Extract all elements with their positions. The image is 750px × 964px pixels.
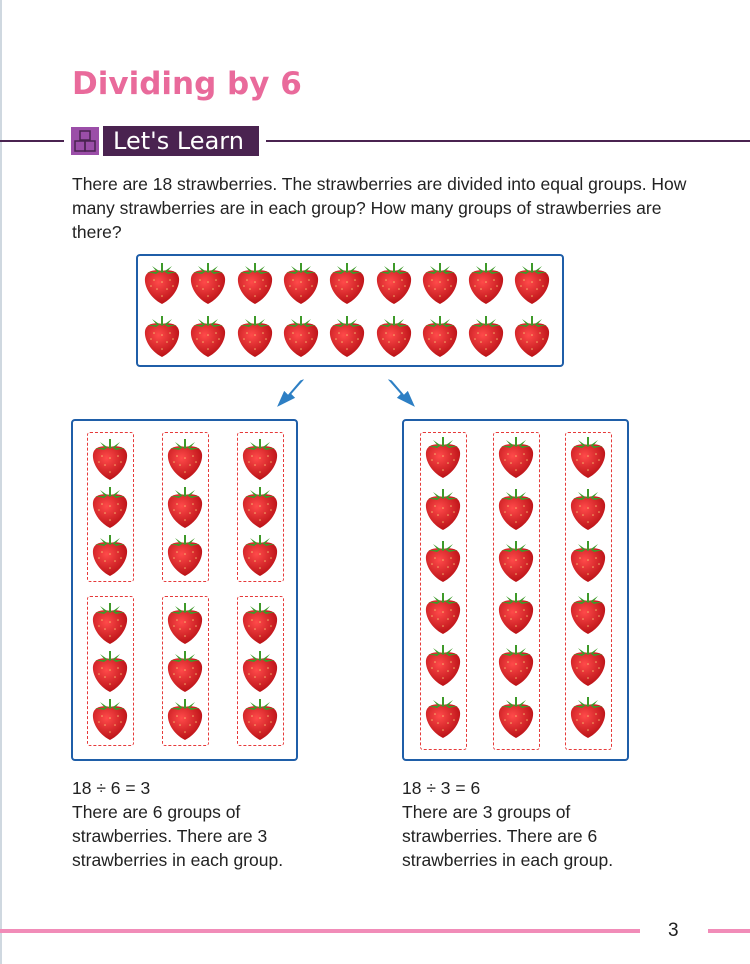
strawberry-image xyxy=(90,600,130,646)
strawberry-image xyxy=(512,313,552,359)
strawberry-image xyxy=(374,313,414,359)
strawberry-image xyxy=(496,642,536,688)
strawberry-image xyxy=(568,486,608,532)
page-edge xyxy=(0,0,2,964)
strawberry-image xyxy=(568,434,608,480)
strawberry-image xyxy=(496,694,536,740)
strawberry-image xyxy=(165,484,205,530)
strawberry-image xyxy=(142,313,182,359)
arrow-down-left-icon xyxy=(272,376,312,412)
strawberry-image xyxy=(423,694,463,740)
strawberry-image xyxy=(90,648,130,694)
strawberry-image xyxy=(423,538,463,584)
strawberry-image xyxy=(466,313,506,359)
left-explanation: There are 6 groups of strawberries. There are 3 strawberries in each group. xyxy=(72,802,284,870)
strawberry-image xyxy=(496,486,536,532)
strawberry-image xyxy=(423,642,463,688)
footer-rule-left xyxy=(0,929,640,933)
section-banner: Let's Learn xyxy=(103,126,259,156)
strawberry-image xyxy=(568,538,608,584)
strawberry-image xyxy=(165,696,205,742)
divider-right xyxy=(266,140,750,142)
strawberry-image xyxy=(188,313,228,359)
strawberry-image xyxy=(512,260,552,306)
strawberry-image xyxy=(165,600,205,646)
right-explanation: There are 3 groups of strawberries. There are 6 strawberries in each group. xyxy=(402,802,614,870)
abc-blocks-icon xyxy=(71,127,99,155)
intro-text: There are 18 strawberries. The strawberries are divided into equal groups. How many strawberries are in each group? How many groups of strawberries are there? xyxy=(72,174,687,242)
strawberry-image xyxy=(188,260,228,306)
strawberry-image xyxy=(374,260,414,306)
strawberry-image xyxy=(90,532,130,578)
strawberry-image xyxy=(496,590,536,636)
strawberry-image xyxy=(327,313,367,359)
strawberry-image xyxy=(240,484,280,530)
arrow-down-right-icon xyxy=(380,376,420,412)
strawberry-image xyxy=(90,436,130,482)
strawberry-image xyxy=(240,436,280,482)
strawberry-image xyxy=(496,538,536,584)
divider-left xyxy=(0,140,64,142)
page-title: Dividing by 6 xyxy=(72,66,302,102)
page-number: 3 xyxy=(668,920,679,941)
strawberry-image xyxy=(281,260,321,306)
strawberry-image xyxy=(165,436,205,482)
strawberry-image xyxy=(496,434,536,480)
strawberry-image xyxy=(568,642,608,688)
strawberry-image xyxy=(240,532,280,578)
strawberry-image xyxy=(281,313,321,359)
strawberry-image xyxy=(327,260,367,306)
strawberry-image xyxy=(165,532,205,578)
strawberry-image xyxy=(423,434,463,480)
left-equation: 18 ÷ 6 = 3 xyxy=(72,778,151,798)
strawberry-image xyxy=(423,486,463,532)
strawberry-image xyxy=(568,590,608,636)
strawberry-image xyxy=(90,484,130,530)
strawberry-image xyxy=(423,590,463,636)
strawberry-image xyxy=(165,648,205,694)
strawberry-image xyxy=(420,313,460,359)
strawberry-image xyxy=(240,600,280,646)
strawberry-image xyxy=(420,260,460,306)
strawberry-image xyxy=(235,313,275,359)
strawberry-image xyxy=(90,696,130,742)
strawberry-image xyxy=(568,694,608,740)
right-equation: 18 ÷ 3 = 6 xyxy=(402,778,481,798)
strawberry-image xyxy=(240,648,280,694)
strawberry-image xyxy=(235,260,275,306)
footer-rule-right xyxy=(708,929,750,933)
strawberry-image xyxy=(142,260,182,306)
strawberry-image xyxy=(466,260,506,306)
strawberry-image xyxy=(240,696,280,742)
